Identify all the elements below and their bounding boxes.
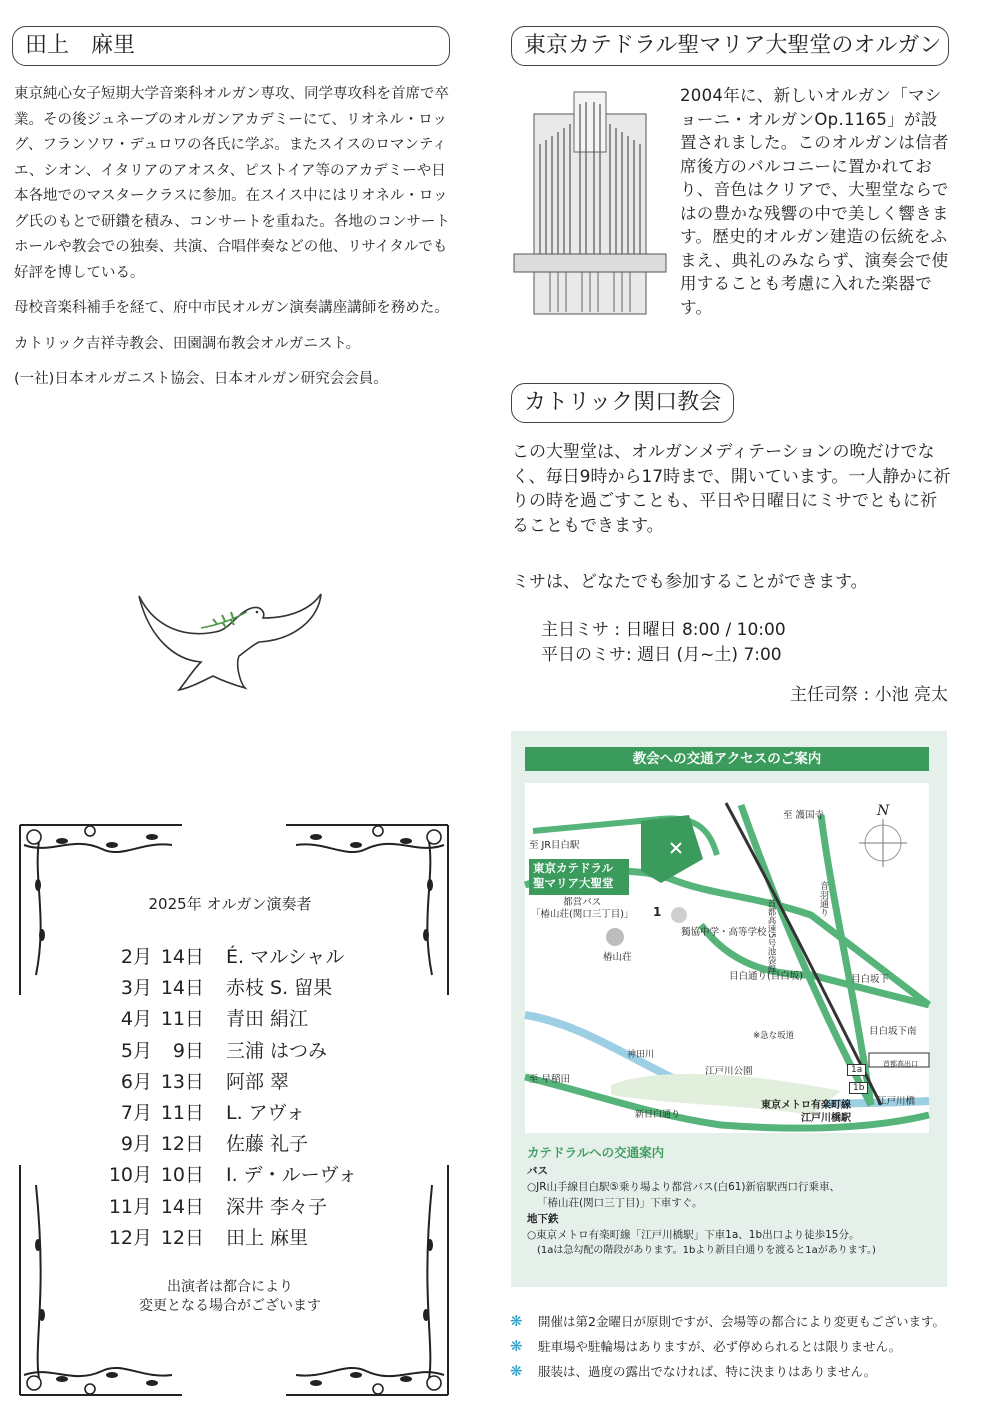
note-item [510,1312,950,1331]
performer-month: 10月 [108,1164,152,1187]
organ-pipes-image [510,84,670,320]
church-section-title [511,383,734,423]
mass-schedule [541,618,786,668]
performers-note-line1: 出演者は都合により [167,1279,293,1295]
map-label-ramp: 首都高出口 [883,1060,918,1068]
guide-title: カテドラルへの交通案内 [527,1145,665,1160]
map-metro-line2: 江戸川橋駅 [801,1113,851,1124]
church-title-text: カトリック関口教会 [524,390,722,415]
performer-row [100,942,357,973]
map-bus-stop-line1: 都営バス [563,897,602,908]
bus-heading: バス [527,1165,548,1177]
bio-paragraph-3: カトリック吉祥寺教会、田園調布教会オルガニスト。 [14,335,361,352]
performer-name: 深井 李々子 [226,1195,328,1218]
map-drawing [511,775,947,1145]
snowflake-icon: ❋ [510,1362,523,1380]
map-label-shinmejiro: 新目白通り [635,1110,681,1120]
church-info [512,440,952,595]
performer-row [100,1004,357,1035]
performer-row [100,1160,357,1191]
organ-title-text: 東京カテドラル聖マリア大聖堂のオルガン [524,33,942,58]
biography [14,82,454,403]
snowflake-icon: ❋ [510,1337,523,1355]
access-guide [527,1145,937,1259]
map-bus-stop-line2: 「椿山荘(関口三丁目)」 [531,909,634,920]
map-label-highway: 首都高速5号池袋線 [766,899,776,973]
weekday-mass: 平日のミサ: 週日 (月~土) 7:00 [541,645,782,665]
performer-day: 14日 [160,1195,204,1218]
performer-month: 12月 [108,1226,152,1249]
dove-illustration [135,588,325,692]
performers-note-line2: 変更となる場合がございます [139,1298,321,1314]
performers-list [100,942,357,1254]
bus-text-1: ○JR山手線目白駅⑤乗り場より都営バス(白61)新宿駅西口行乗車、 [527,1181,841,1193]
map-label-mejirozaka-shita: 目白坂下 [851,974,890,985]
performer-day: 10日 [160,1164,204,1187]
performer-day: 14日 [160,946,204,968]
note-item [510,1362,950,1381]
performer-row [100,1223,357,1254]
performer-name: 赤枝 S. 留果 [226,977,333,1000]
map-exit-1: 1 [653,905,662,919]
map-label-chinzanso: 椿山荘 [603,952,632,963]
priest-name: 主任司祭 : 小池 亮太 [790,685,948,705]
note-text: 服装は、過度の露出でなければ、特に決まりはありません。 [538,1364,877,1379]
performer-name: I. デ・ルーヴォ [226,1164,357,1187]
performer-day: 12日 [160,1226,204,1249]
performer-row [100,1192,357,1223]
organ-section-title [511,26,949,66]
map-header: 教会への交通アクセスのご案内 [525,747,929,771]
map-label-jr: 至 JR目白駅 [529,840,580,851]
performer-month: 2月 [120,946,152,968]
performer-name: 青田 絹江 [226,1008,309,1031]
map-label-steep: ※急な坂道 [753,1031,795,1041]
map-label-metro [761,1099,851,1125]
map-label-otowa: 音羽通り [818,881,828,917]
bio-name-title [12,26,450,66]
performer-name: L. アヴォ [226,1102,305,1125]
performer-day: 11日 [160,1008,204,1031]
map-label-waseda: 至 早稲田 [529,1074,571,1085]
map-label-mejiro-dori: 目白通り(目白坂) [729,971,803,982]
performer-row [100,973,357,1004]
map-label-bus-stop [531,897,633,921]
performer-row [100,1129,357,1160]
performer-row [100,1036,357,1067]
performer-month: 7月 [120,1102,152,1125]
performer-month: 9月 [120,1133,152,1156]
bus-text-2: 「椿山荘(関口三丁目)」下車すぐ。 [537,1197,703,1209]
performer-name: É. マルシャル [226,946,345,968]
note-text: 駐車場や駐輪場はありますが、必ず停められるとは限りません。 [538,1339,902,1354]
notes-list [510,1312,950,1387]
map-exit-1a: 1a [847,1064,866,1076]
performer-month: 3月 [120,977,152,1000]
performer-name: 田上 麻里 [25,33,136,58]
snowflake-icon: ❋ [510,1312,523,1330]
map-label-cathedral [533,861,614,891]
church-intro: この大聖堂は、オルガンメディテーションの晩だけでなく、毎日9時から17時まで、開いています。一人静かに祈りの時を過ごすことも、平日や日曜日にミサでともに祈ることもできます。 [512,442,951,536]
subway-text-2: (1aは急勾配の階段があります。1bより新目白通りを渡ると1aがあります。) [537,1245,876,1256]
map-label-mejirozaka-shita-minami: 目白坂下南 [869,1026,917,1037]
performer-name: 田上 麻里 [226,1226,309,1249]
performer-row [100,1098,357,1129]
performer-name: 三浦 はつみ [226,1039,328,1062]
performer-day: 11日 [160,1102,204,1125]
map-label-school: 獨協中学・高等学校 [681,927,767,938]
mass-open-note: ミサは、どなたでも参加することができます。 [512,572,868,592]
sunday-mass: 主日ミサ : 日曜日 8:00 / 10:00 [541,620,786,640]
map-label-edogawabashi: 江戸川橋 [877,1096,916,1107]
performer-day: 14日 [160,977,204,1000]
performer-month: 11月 [108,1195,152,1218]
map-cathedral-line1: 東京カテドラル [533,861,614,875]
performer-day: 12日 [160,1133,204,1156]
performer-month: 4月 [120,1008,152,1031]
north-arrow-icon: N [877,803,890,819]
map-cathedral-line2: 聖マリア大聖堂 [533,876,614,890]
subway-heading: 地下鉄 [527,1213,559,1225]
map-exit-1b: 1b [849,1082,868,1094]
performer-row [100,1067,357,1098]
performer-month: 6月 [120,1070,152,1093]
performer-day: 9日 [172,1039,204,1062]
performer-name: 阿部 翠 [226,1070,290,1093]
performer-month: 5月 [120,1039,152,1062]
bio-paragraph-1: 東京純心女子短期大学音楽科オルガン専攻、同学専攻科を首席で卒業。その後ジュネーブのオルガンアカデミーにて、リオネル・ロッグ、フランソワ・デュロワの各氏に学ぶ。またスイスのロマンティエ、シオン、イタリアのアオスタ、ピストイア等のアカデミーや日本各地でのマスタークラスに参加。在スイス中にはリオネル・ロッグ氏のもとで研鑽を積み、コンサートを重ねた。各地のコンサートホールや教会での独奏、共演、合唱伴奏などの他、リサイタルでも好評を博している。 [14,86,450,281]
access-map [511,731,947,1287]
map-label-gokokuji: 至 護国寺 [783,810,825,821]
map-label-kandagawa: 神田川 [627,1050,655,1060]
bio-paragraph-4: (一社)日本オルガニスト協会、日本オルガン研究会会員。 [14,371,388,387]
note-text: 開催は第2金曜日が原則ですが、会場等の都合により変更もございます。 [538,1314,945,1329]
organ-description: 2004年に、新しいオルガン「マショーニ・オルガンOp.1165」が設置されました。このオルガンは信者席後方のバルコニーに置かれており、音色はクリアで、大聖堂ならではの豊かな残響の中で美しく響きます。歴史的オルガン建造の伝統をふまえ、典礼のみならず、演奏会で使用することも考慮に入れた楽器です。 [680,86,949,317]
subway-text-1: ○東京メトロ有楽町線「江戸川橋駅」下車1a、1b出口より徒歩15分。 [527,1229,860,1241]
bio-paragraph-2: 母校音楽科補手を経て、府中市民オルガン演奏講座講師を務めた。 [14,300,449,316]
performer-name: 佐藤 礼子 [226,1133,309,1156]
note-item [510,1337,950,1356]
performers-title: 2025年 オルガン演奏者 [148,895,312,913]
performers-change-note [0,1278,460,1316]
map-metro-line1: 東京メトロ有楽町線 [761,1100,851,1111]
performer-day: 13日 [160,1070,204,1093]
map-label-edogawa-park: 江戸川公園 [705,1066,753,1077]
